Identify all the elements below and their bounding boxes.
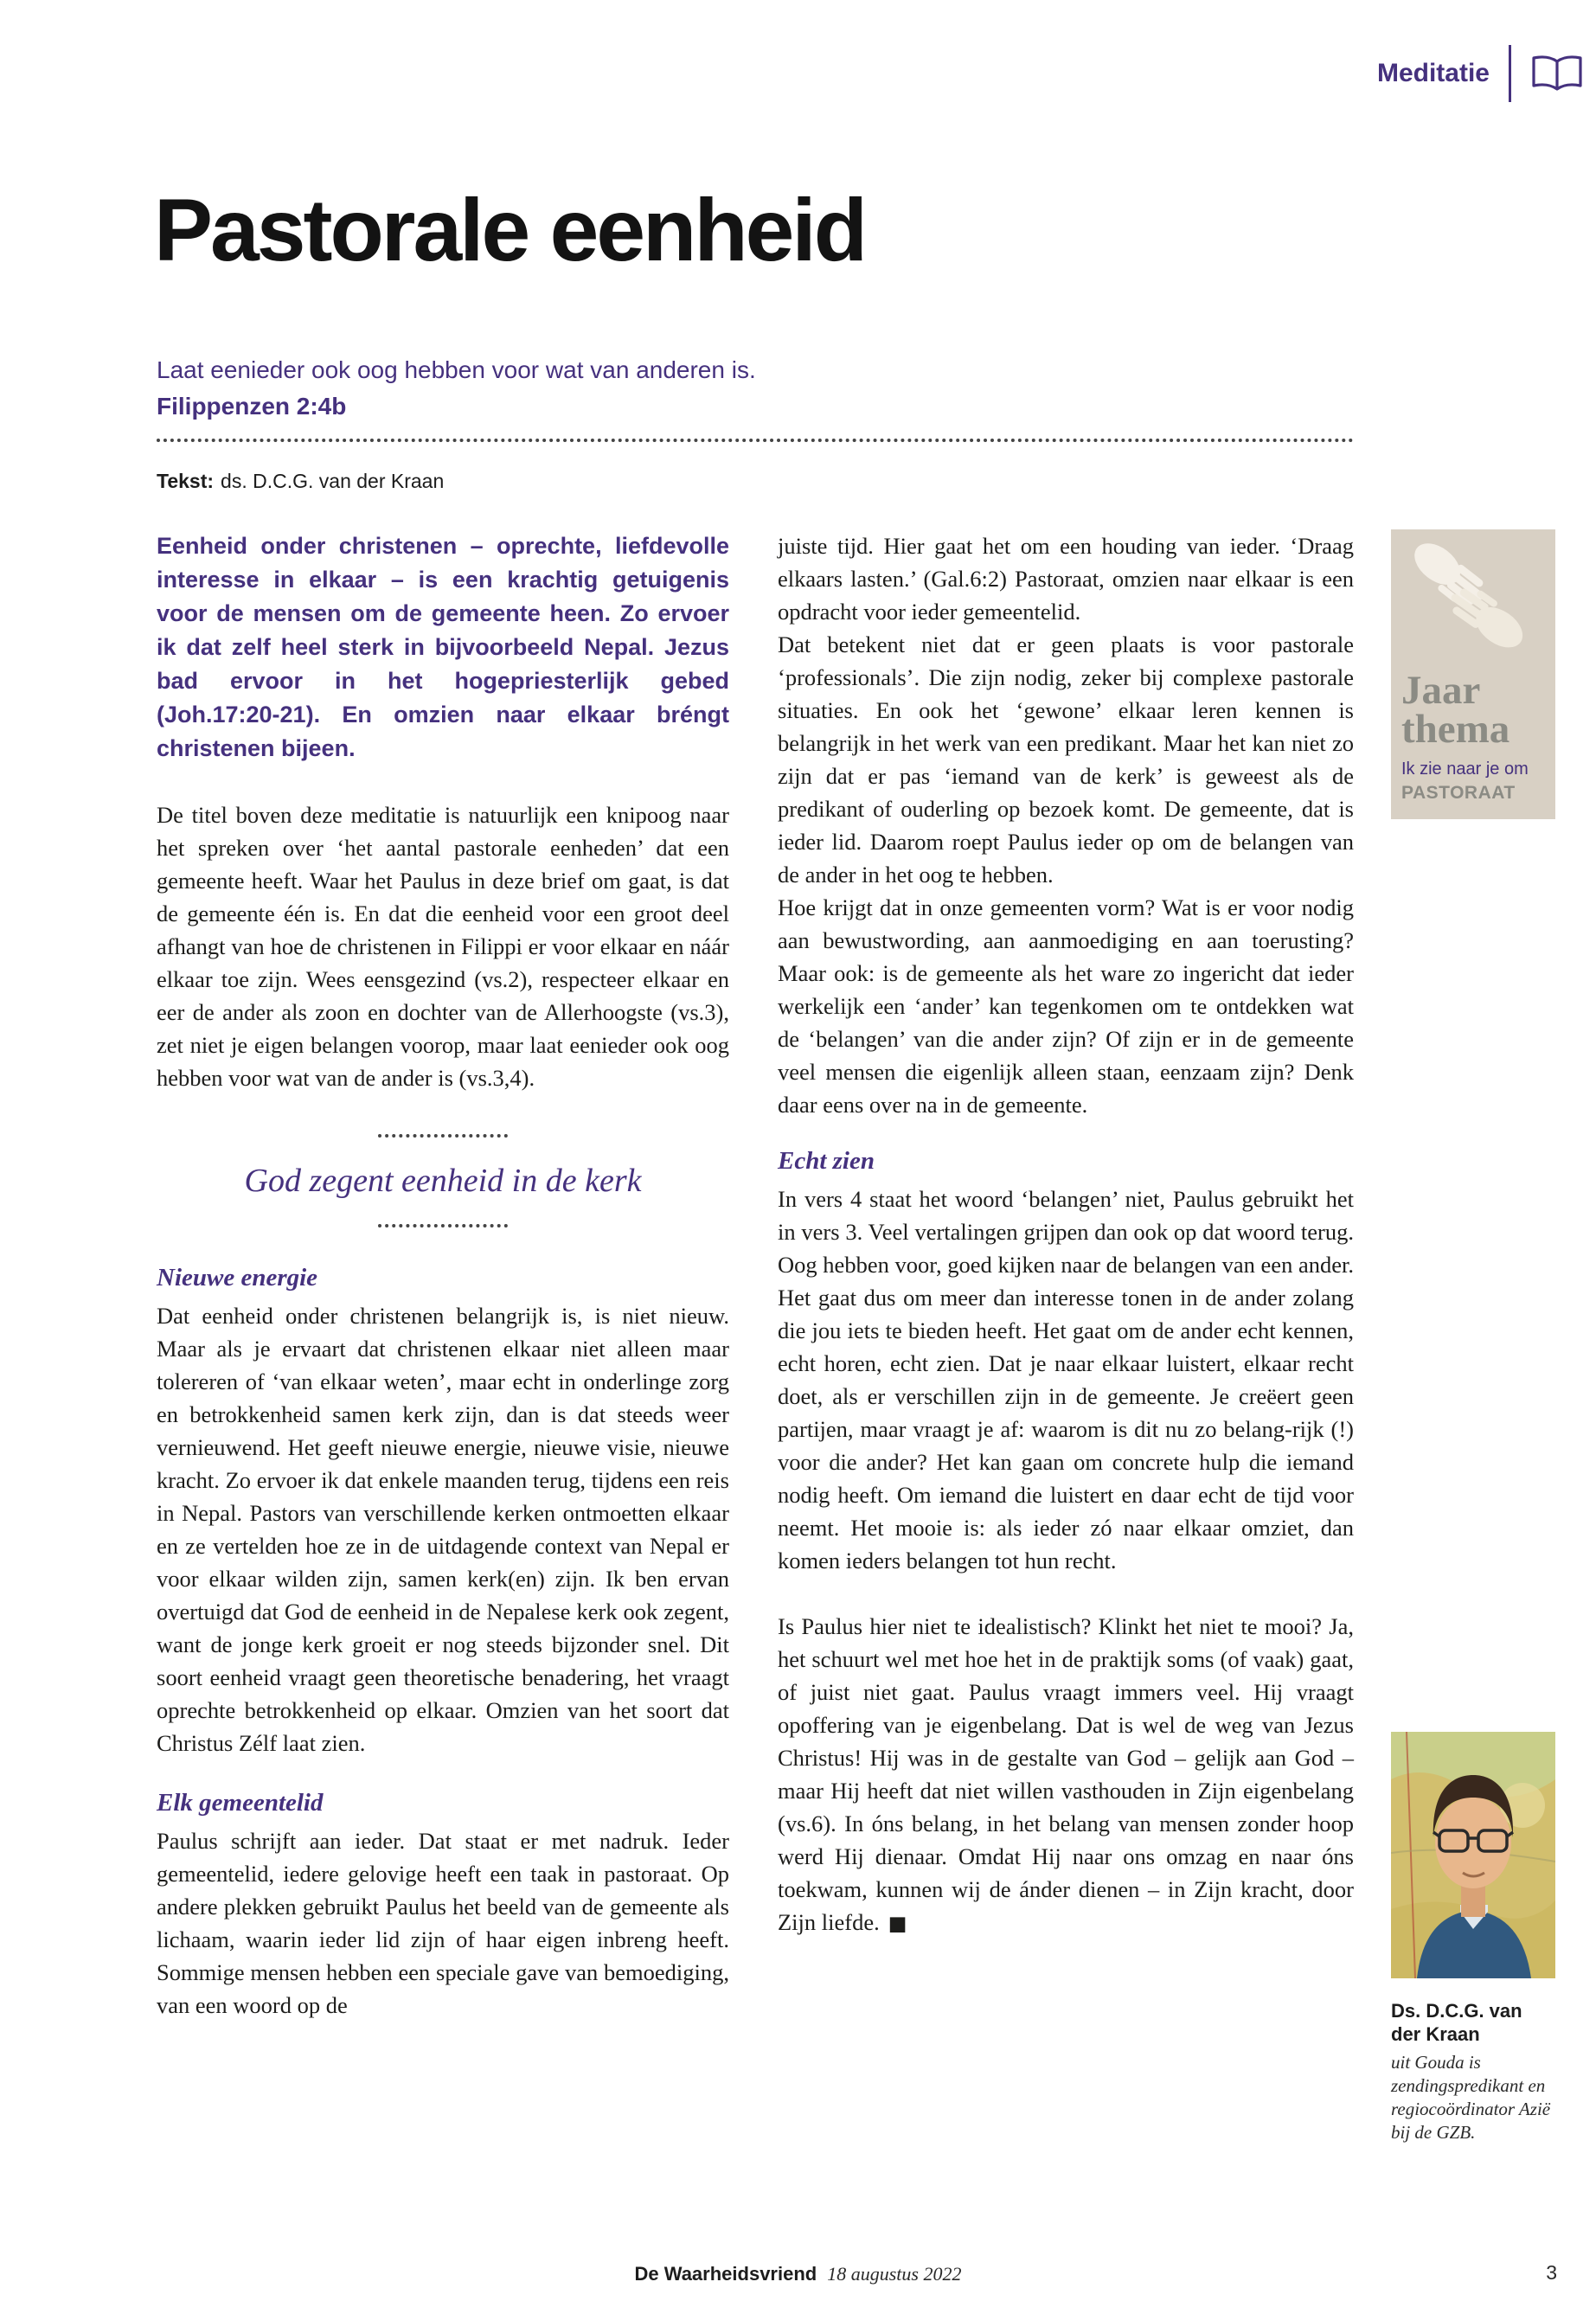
jaarthema-theme: PASTORAAT: [1401, 783, 1516, 803]
header-divider: [1509, 45, 1511, 102]
body-paragraph: Dat betekent niet dat er geen plaats is voor pastorale ‘professionals’. Die zijn nodig, zeker bij complexe pastorale situaties. En ook het ‘gewone’ elkaar leren kennen is belangrijk in het werk van een predikant. Maar het kan niet zo zijn dat er pas ‘iemand van de kerk’ is geweest als de predikant of ouderling op bezoek komt. De gemeente, dat is ieder lid. Daarom roept Paulus ieder op om de belangen van de ander in het oog te hebben.: [778, 631, 1354, 888]
dotted-separator: [378, 1134, 508, 1138]
closing-paragraph: [778, 1610, 1354, 1940]
dotted-separator: [378, 1224, 508, 1227]
jaarthema-title: [1391, 668, 1555, 752]
page-footer: [0, 2263, 1596, 2285]
body-paragraph: In vers 4 staat het woord ‘belangen’ niet, Paulus gebruikt het in vers 3. Veel vertalingen grijpen dan ook op dat woord terug. Oog hebben voor, goed kijken naar de belangen van een ander. Het gaat dus om meer dan interesse tonen in de ander zolang die jou iets te bieden heeft. Het gaat om de ander echt kennen, echt horen, echt zien. Dat je naar elkaar luistert, elkaar recht doet, als er verschillen zijn in de gemeente. Je creëert geen partijen, maar vraagt je af: waarom is dit nu zo belang-rijk (!) voor die ander? Het kan gaan om concrete hulp die iemand nodig heeft. Om iemand die luistert en daar echt de tijd voor neemt. Het mooie is: als ieder zó naar elkaar omziet, dan komen ieders belangen tot hun recht.: [778, 1186, 1354, 1574]
article-title: Pastorale eenheid: [154, 181, 866, 279]
subheading-echt-zien: Echt zien: [778, 1147, 875, 1175]
byline-label: Tekst:: [157, 470, 215, 492]
issue-date: 18 augustus 2022: [827, 2263, 962, 2285]
left-column: [157, 529, 729, 2022]
hands-icon: [1391, 529, 1555, 668]
jaarthema-word1: Jaar: [1401, 668, 1481, 713]
jaarthema-word2: thema: [1401, 707, 1510, 752]
byline: [157, 470, 444, 493]
body-paragraph: juiste tijd. Hier gaat het om een houding van ieder. ‘Draag elkaars lasten.’ (Gal.6:2) Pastoraat, omzien naar elkaar is een opdracht voor ieder gemeentelid.: [778, 533, 1354, 625]
body-paragraph: Paulus schrijft aan ieder. Dat staat er met nadruk. Ieder gemeentelid, iedere gelovige heeft een taak in pastoraat. Op andere plekken gebruikt Paulus het beeld van de gemeente als lichaam, waarin ieder lid zijn of haar eigen inbreng heeft. Sommige mensen hebben een speciale gave van bemoediging, van een woord op de: [157, 1828, 729, 2018]
section-heading: God zegent eenheid in de kerk: [244, 1163, 642, 1199]
body-paragraph: De titel boven deze meditatie is natuurlijk een knipoog naar het spreken over ‘het aantal pastorale eenheden’ dat een gemeente heeft. Waar het Paulus in deze brief om gaat, is dat de gemeente één is. En dat die eenheid voor een groot deel afhangt van hoe de christenen in Filippi er voor elkaar en náár elkaar toe zijn. Wees eensgezind (vs.2), respecteer elkaar en eer de ander als zoon en dochter van de Allerhoogste (vs.3), zet niet je eigen belangen voorop, maar laat eenieder ook oog hebben voor wat van de ander is (vs.3,4).: [157, 802, 729, 1091]
lead-paragraph: Eenheid onder christenen – oprechte, liefdevolle interesse in elkaar – is een krachtig getuigenis voor de mensen om de gemeente heen. Zo ervoer ik dat zelf heel sterk in bijvoorbeeld Nepal. Jezus bad ervoor in het hogepriesterlijk gebed (Joh.17:20-21). En omzien naar elkaar bréngt christenen bijeen.: [157, 533, 729, 761]
author-name: Ds. D.C.G. van der Kraan: [1391, 2000, 1522, 2045]
end-mark: ■: [888, 1913, 907, 1935]
open-book-icon: [1530, 54, 1584, 93]
dotted-rule: [157, 439, 1354, 442]
author-caption: [1391, 1999, 1555, 2144]
body-paragraph: Hoe krijgt dat in onze gemeenten vorm? Wat is er voor nodig aan bewustwording, aan aanmoediging en aan toerusting? Maar ook: is de gemeente als het ware zo ingericht dat ieder werkelijk een ‘ander’ kan tegenkomen om te ontdekken wat de ‘belangen’ van die ander zijn? Of zijn er in de gemeente veel mensen die eigenlijk alleen staan, eenzaam zijn? Denk daar eens over na in de gemeente.: [778, 894, 1354, 1118]
body-paragraph: Dat eenheid onder christenen belangrijk is, is niet nieuw. Maar als je ervaart dat christenen elkaar niet alleen maar tolereren of ‘van elkaar weten’, maar echt in onderlinge zorg en betrokkenheid samen kerk zijn, dan is dat steeds weer vernieuwend. Het geeft nieuwe energie, nieuwe visie, nieuwe kracht. Zo ervoer ik dat enkele maanden terug, tijdens een reis in Nepal. Pastors van verschillende kerken ontmoetten elkaar en ze vertelden hoe ze in de uitdagende context van Nepal er voor elkaar wilden zijn, samen kerk(en) zijn. Ik ben ervan overtuigd dat God de eenheid in de Nepalese kerk ook zegent, want de jonge kerk groeit er nog steeds bijzonder snel. Dit soort eenheid vraagt geen theoretische benadering, het vraagt oprechte betrokkenheid op elkaar. Omzien van het soort dat Christus Zélf laat zien.: [157, 1303, 729, 1756]
page-header: [1377, 45, 1584, 102]
jaarthema-subtitle: Ik zie naar je om: [1401, 760, 1529, 779]
verse-block: [157, 356, 756, 420]
right-column: [778, 529, 1354, 1940]
author-photo: [1391, 1732, 1555, 1978]
verse-reference: Filippenzen 2:4b: [157, 393, 347, 420]
jaarthema-widget: [1391, 529, 1555, 819]
magazine-name: De Waarheidsvriend: [634, 2263, 817, 2285]
closing-text: Is Paulus hier niet te idealistisch? Klinkt het niet te mooi? Ja, het schuurt wel met hoe het in de praktijk soms (of vaak) gaat, of juist niet gaat. Paulus vraagt immers veel. Hij vraagt opoffering van je eigenbelang. Dat is wel de weg van Jezus Christus! Hij was in de gestalte van God – gelijk aan God – maar Hij heeft dat niet willen vasthouden in Zijn eigenbelang (vs.6). In óns belang, in het belang van mensen zonder hoop werd Hij dienaar. Omdat Hij naar ons omzag en naar óns toekwam, kunnen wij de ánder dienen – in Zijn kracht, door Zijn liefde.: [778, 1613, 1354, 1935]
page-number: 3: [1546, 2261, 1557, 2284]
author-bio: uit Gouda is zendingspredikant en regiocoördinator Azië bij de GZB.: [1391, 2052, 1551, 2143]
verse-text: Laat eenieder ook oog hebben voor wat van anderen is.: [157, 356, 756, 383]
section-label: Meditatie: [1376, 59, 1490, 87]
subheading-elk-gemeentelid: Elk gemeentelid: [157, 1789, 324, 1817]
sidebar: [1391, 529, 1555, 2144]
subheading-nieuwe-energie: Nieuwe energie: [157, 1264, 318, 1292]
byline-author: ds. D.C.G. van der Kraan: [221, 470, 445, 492]
